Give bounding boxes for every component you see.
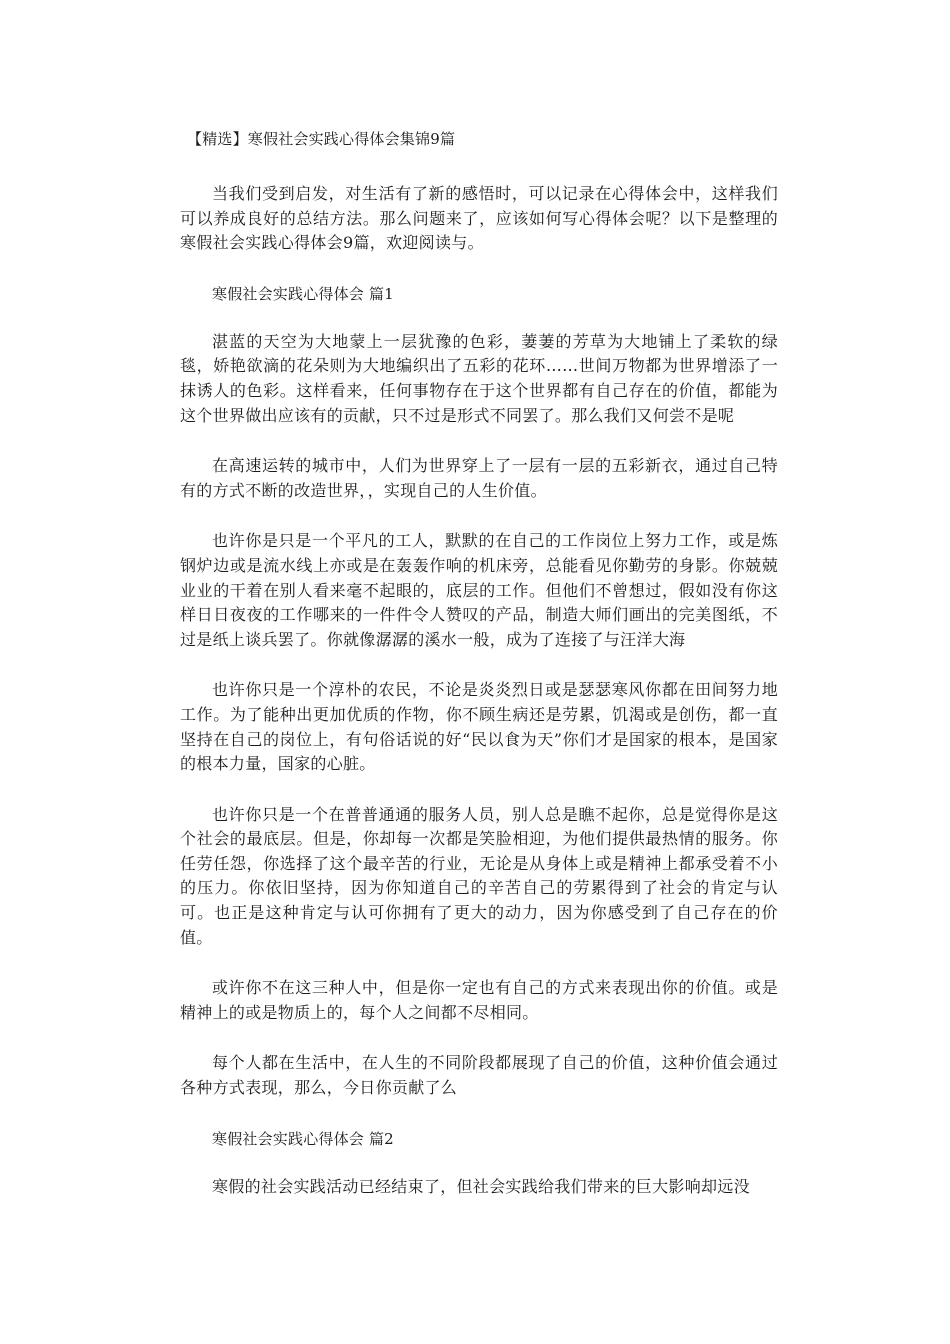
section1-paragraph-2: 在高速运转的城市中，人们为世界穿上了一层有一层的五彩新衣，通过自己特有的方式不断的改造世界，，实现自己的人生价值。 (180, 456, 778, 500)
intro-paragraph: 当我们受到启发，对生活有了新的感悟时，可以记录在心得体会中，这样我们可以养成良好的总结方法。那么问题来了，应该如何写心得体会呢？以下是整理的寒假社会实践心得体会9篇，欢迎阅读与。 (180, 184, 778, 253)
spacer (180, 151, 778, 182)
document-body (180, 127, 778, 1199)
spacer (180, 652, 778, 678)
section-heading-1: 寒假社会实践心得体会 篇1 (212, 284, 394, 303)
section1-paragraph-7: 每个人都在生活中，在人生的不同阶段都展现了自己的价值，这种价值会通过各种方式表现，那么，今日你贡献了么 (180, 1053, 778, 1098)
spacer (180, 256, 778, 282)
spacer (180, 1101, 778, 1127)
spacer (180, 306, 778, 330)
section2-paragraph-1: 寒假的社会实践活动已经结束了，但社会实践给我们带来的巨大影响却远没 (212, 1176, 750, 1196)
spacer (180, 1151, 778, 1175)
spacer (180, 950, 778, 976)
section-heading-2: 寒假社会实践心得体会 篇2 (212, 1129, 394, 1148)
spacer (180, 777, 778, 803)
spacer (180, 503, 778, 529)
document-title: 【精选】寒假社会实践心得体会集锦9篇 (187, 130, 456, 148)
spacer (180, 428, 778, 454)
section1-paragraph-3: 也许你是只是一个平凡的工人，默默的在自己的工作岗位上努力工作，或是炼钢炉边或是流水线上亦或是在轰轰作响的机床旁，总能看见你勤劳的身影。你兢兢业业的干着在别人看来毫不起眼的，底层的工作。但他们不曾想过，假如没有你这样日日夜夜的工作哪来的一件件令人赞叹的产品，制造大师们画出的完美图纸，不过是纸上谈兵罢了。你就像潺潺的溪水一般，成为了连接了与汪洋大海 (180, 531, 778, 649)
section1-paragraph-6: 或许你不在这三种人中，但是你一定也有自己的方式来表现出你的价值。或是精神上的或是物质上的，每个人之间都不尽相同。 (180, 978, 778, 1022)
section1-paragraph-5: 也许你只是一个在普普通通的服务人员，别人总是瞧不起你，总是觉得你是这个社会的最底层。但是，你却每一次都是笑脸相迎，为他们提供最热情的服务。你任劳任怨，你选择了这个最辛苦的行业，无论是从身体上或是精神上都承受着不小的压力。你依旧坚持，因为你知道自己的辛苦自己的劳累得到了社会的肯定与认可。也正是这种肯定与认可你拥有了更大的动力，因为你感受到了自己存在的价值。 (180, 804, 778, 947)
section1-paragraph-1: 湛蓝的天空为大地蒙上一层犹豫的色彩，萋萋的芳草为大地铺上了柔软的绿毯，娇艳欲滴的花朵则为大地编织出了五彩的花环……世间万物都为世界增添了一抹诱人的色彩。这样看来，任何事物存在于这个世界都有自己存在的价值，都能为这个世界做出应该有的贡献，只不过是形式不同罢了。那么我们又何尝不是呢 (180, 331, 778, 425)
spacer (180, 1025, 778, 1051)
section1-paragraph-4: 也许你只是一个淳朴的农民，不论是炎炎烈日或是瑟瑟寒风你都在田间努力地工作。为了能种出更加优质的作物，你不顾生病还是劳累，饥渴或是创伤，都一直坚持在自己的岗位上，有句俗话说的好“民以食为天”你们才是国家的根本，是国家的根本力量，国家的心脏。 (180, 680, 778, 774)
